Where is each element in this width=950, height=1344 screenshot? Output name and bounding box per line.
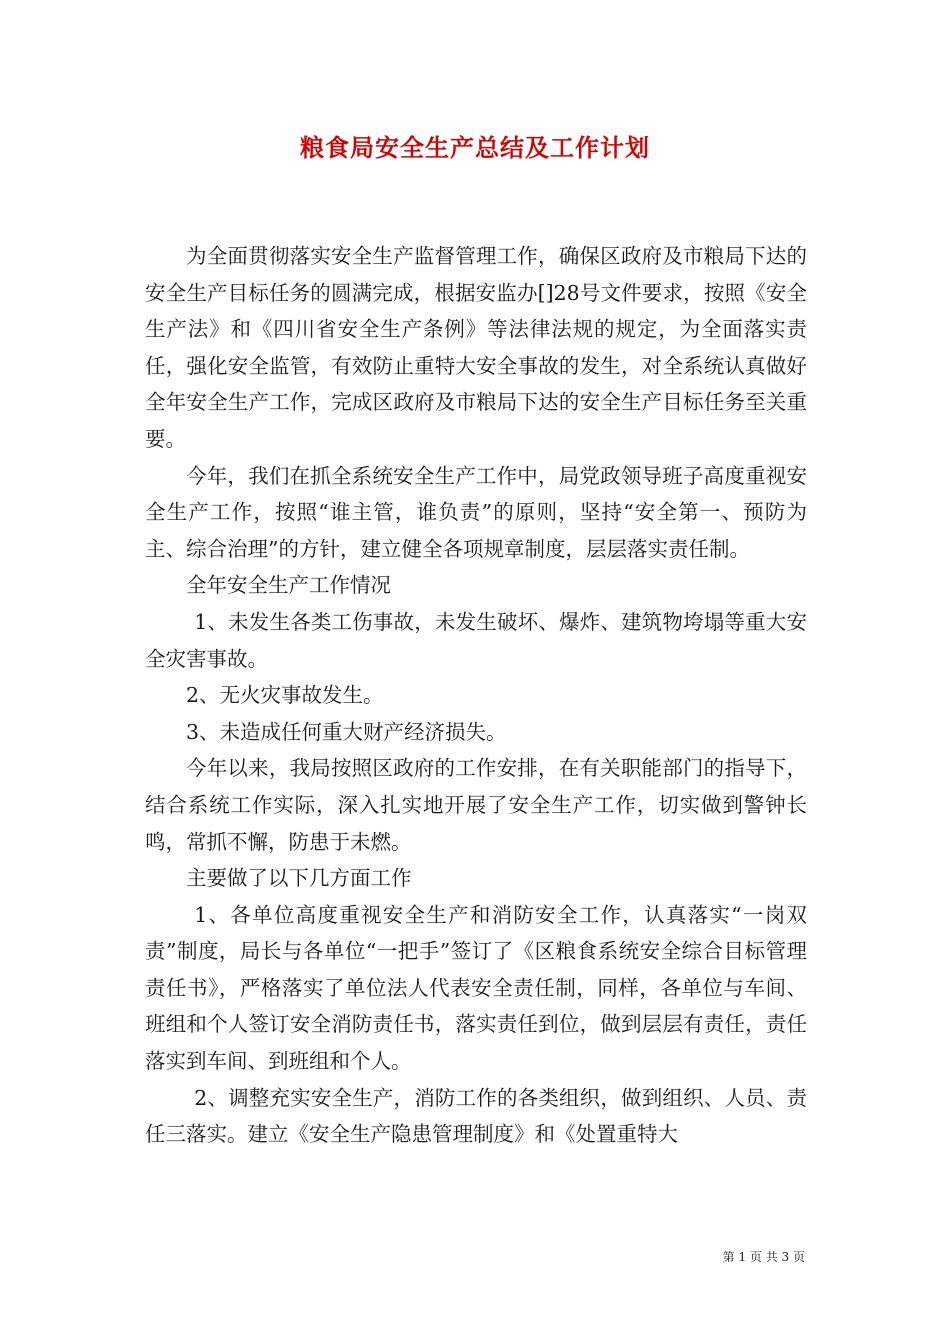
document-body [145, 238, 807, 1153]
paragraph-this-year: 今年，我们在抓全系统安全生产工作中，局党政领导班子高度重视安全生产工作，按照“谁主管，谁负责”的原则，坚持“安全第一、预防为主、综合治理”的方针，建立健全各项规章制度，层层落实责任制。 [145, 463, 807, 561]
work-item-2: 2、调整充实安全生产，消防工作的各类组织，做到组织、人员、责任三落实。建立《安全生产隐患管理制度》和《处置重特大 [145, 1085, 807, 1147]
paragraph-intro: 为全面贯彻落实安全生产监督管理工作，确保区政府及市粮局下达的安全生产目标任务的圆满完成，根据安监办[]28号文件要求，按照《安全生产法》和《四川省安全生产条例》等法律法规的规定，为全面落实责任，强化安全监管，有效防止重特大安全事故的发生，对全系统认真做好全年安全生产工作，完成区政府及市粮局下达的安全生产目标任务至关重要。 [145, 244, 807, 451]
list-item-2: 2、无火灾事故发生。 [186, 683, 384, 708]
section-heading-annual-status: 全年安全生产工作情况 [186, 573, 391, 598]
document-title: 粮食局安全生产总结及工作计划 [300, 134, 650, 162]
section-heading-main-work: 主要做了以下几方面工作 [186, 866, 412, 891]
list-item-3: 3、未造成任何重大财产经济损失。 [186, 719, 507, 744]
page-number-footer: 第 1 页 共 3 页 [722, 1250, 805, 1264]
list-item-1: 1、未发生各类工伤事故，未发生破坏、爆炸、建筑物垮塌等重大安全灾害事故。 [145, 609, 807, 671]
work-item-1: 1、各单位高度重视安全生产和消防安全工作，认真落实“一岗双责”制度，局长与各单位“一把手”签订了《区粮食系统安全综合目标管理责任书》，严格落实了单位法人代表安全责任制，同样，各单位与车间、班组和个人签订安全消防责任书，落实责任到位，做到层层有责任，责任落实到车间、到班组和个人。 [145, 902, 807, 1074]
paragraph-since-this-year: 今年以来，我局按照区政府的工作安排，在有关职能部门的指导下，结合系统工作实际，深入扎实地开展了安全生产工作，切实做到警钟长鸣，常抓不懈，防患于未燃。 [145, 756, 807, 854]
